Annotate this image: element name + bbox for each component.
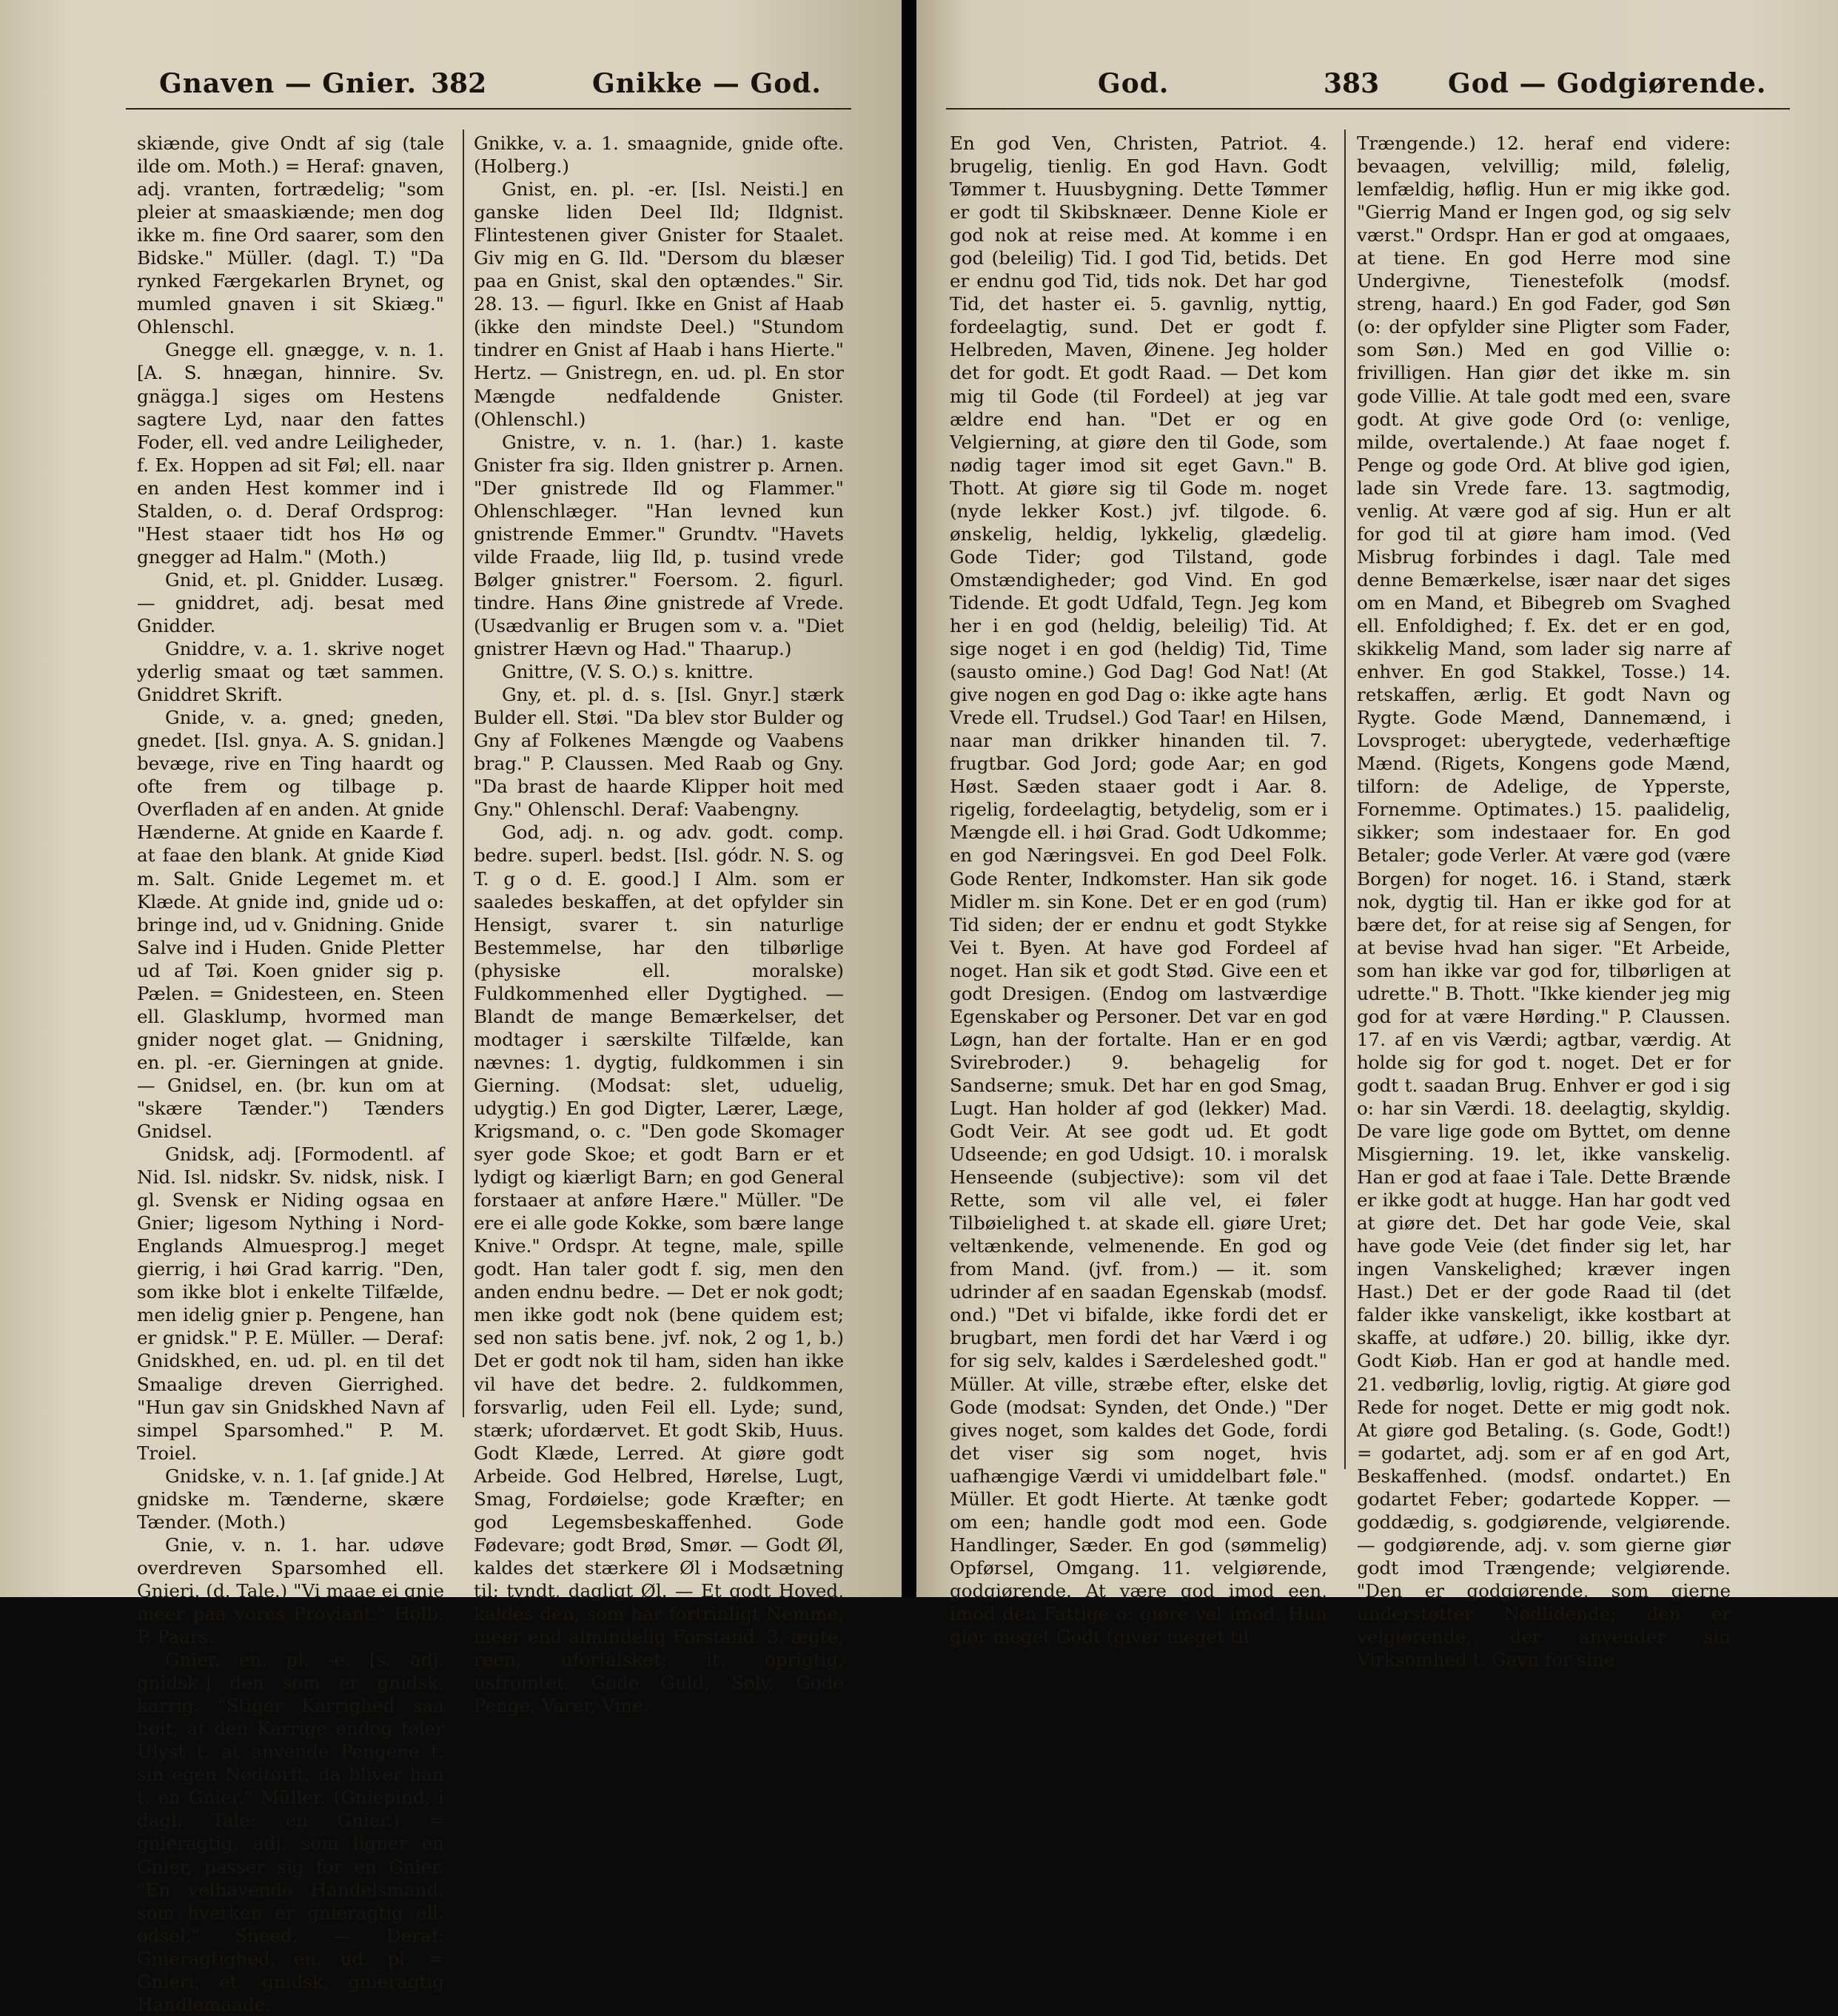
running-head-left: Gnaven — Gnier. bbox=[159, 68, 417, 99]
running-head-right: God — Godgiørende. bbox=[1448, 68, 1767, 99]
entry-paragraph: Gnide, v. a. gned; gneden, gnedet. [Isl. gnya. A. S. gnidan.] bevæge, rive en Ting haardt og ofte frem og tilbage p. Overfladen af en anden. At gnide Hænderne. At gnide en Kaarde f. at faae den blank. At gnide Kiød m. Salt. Gnide Legemet m. et Klæde. At gnide ind, gnide ud o: bringe ind, ud v. Gnidning. Gnide Salve ind i Huden. Gnide Pletter ud af Tøi. Koen gnider sig p. Pælen. = Gnidesteen, en. Steen ell. Glasklump, hvormed man gnider noget glat. — Gnidning, en. pl. -er. Gierningen at gnide. — Gnidsel, en. (br. kun om at "skære Tænder.") Tænders Gnidsel. bbox=[137, 707, 444, 1143]
entry-paragraph: Gnegge ell. gnægge, v. n. 1. [A. S. hnægan, hinnire. Sv. gnägga.] siges om Hestens sagtere Lyd, naar den fattes Foder, ell. ved andre Leiligheder, f. Ex. Hoppen ad sit Føl; ell. naar en anden Hest kommer ind i Stalden, o. d. Deraf Ordsprog: "Hest staaer tidt hos Hø og gnegger ad Halm." (Moth.) bbox=[137, 339, 444, 568]
text-column-1 bbox=[950, 132, 1327, 1648]
page-number: 382 bbox=[431, 68, 487, 99]
header-rule bbox=[946, 108, 1790, 110]
entry-paragraph: Gnist, en. pl. -er. [Isl. Neisti.] en ganske liden Deel Ild; Ildgnist. Flintestenen giver Gnister for Staalet. Giv mig en G. Ild. "Dersom du blæser paa en Gnist, skal den optændes." Sir. 28. 13. — figurl. Ikke en Gnist af Haab (ikke den mindste Deel.) "Stundom tindrer en Gnist af Haab i hans Hierte." Hertz. — Gnistregn, en. ud. pl. En stor Mængde nedfaldende Gnister. (Ohlenschl.) bbox=[474, 178, 844, 430]
text-column-2 bbox=[1357, 132, 1731, 1671]
text-column-2 bbox=[474, 132, 844, 1717]
entry-paragraph: God, adj. n. og adv. godt. comp. bedre. superl. bedst. [Isl. gódr. N. S. og T. g o d. E. good.] I Alm. som er saaledes beskaffen, at det opfylder sin Hensigt, svarer t. sin naturlige Bestemmelse, har den tilbørlige (physiske ell. moralske) Fuldkommenhed eller Dygtighed. — Blandt de mange Bemærkelser, det modtager i særskilte Tilfælde, kan nævnes: 1. dygtig, fuldkommen i sin Gierning. (Modsat: slet, uduelig, udygtig.) En god Digter, Lærer, Læge, Krigsmand, o. c. "Den gode Skomager syer gode Skoe; et godt Barn er et lydigt og kiærligt Barn; en god General forstaaer at anføre Hære." Müller. "De ere ei alle gode Kokke, som bære lange Knive." Ordspr. At tegne, male, spille godt. Han taler godt f. sig, men den anden endnu bedre. — Det er nok godt; men ikke godt nok (bene quidem est; sed non satis bene. jvf. nok, 2 og 1, b.) Det er godt nok til ham, siden han ikke vil have det bedre. 2. fuldkommen, forsvarlig, uden Feil ell. Lyde; sund, stærk; ufordærvet. Et godt Skib, Huus. Godt Klæde, Lerred. At giøre godt Arbeide. God Helbred, Hørelse, Lugt, Smag, Fordøielse; gode Kræfter; en god Legemsbeskaffenhed. Gode Fødevare; godt Brød, Smør. — Godt Øl, kaldes det stærkere Øl i Modsætning til: tyndt, dagligt Øl. — Et godt Hoved, kaldes den, som har fortrinligt Nemme, meer end almindelig Forstand. 3. ægte, reen, uforfalsket; it. oprigtig, usfromtet. Gode Guld, Sølv, Gode Penge, Varer, Vine. bbox=[474, 821, 844, 1717]
left-page bbox=[0, 0, 902, 2015]
page-number: 383 bbox=[1324, 68, 1380, 99]
entry-paragraph: Gnikke, v. a. 1. smaagnide, gnide ofte. (Holberg.) bbox=[474, 132, 844, 178]
entry-paragraph: Gnistre, v. n. 1. (har.) 1. kaste Gnister fra sig. Ilden gnistrer p. Arnen. "Der gnistrede Ild og Flammer." Ohlenschlæger. "Han levned kun gnistrende Emmer." Grundtv. "Havets vilde Fraade, liig Ild, p. tusind vrede Bølger gnistrer." Foersom. 2. figurl. tindre. Hans Øine gnistrede af Vrede. (Usædvanlig er Brugen som v. a. "Diet gnistrer Hævn og Had." Thaarup.) bbox=[474, 431, 844, 660]
text-column-1 bbox=[137, 132, 444, 2016]
column-divider bbox=[463, 130, 464, 1417]
entry-paragraph: skiænde, give Ondt af sig (tale ilde om. Moth.) = Heraf: gnaven, adj. vranten, fortrædelig; "som pleier at smaaskiænde; men dog ikke m. fine Ord saarer, som den Bidske." Müller. (dagl. T.) "Da rynked Færgekarlen Brynet, og mumled gnaven i sit Skiæg." Ohlenschl. bbox=[137, 132, 444, 338]
entry-paragraph: Gniddre, v. a. 1. skrive noget yderlig smaat og tæt sammen. Gniddret Skrift. bbox=[137, 638, 444, 706]
entry-paragraph: Gnier, en. pl. -e. [s. adj. gnidsk.] den som er gnidsk, karrig. "Stiger Karrighed saa høit, at den Karrige endog føler Ulyst t. at anvende Pengene t. sin egen Nødtørft, da bliver han t. en Gnier." Müller. (Gniepind, i dagl. Tale: en Gnier.) = gnieragtig, adj. som ligner en Gnier, passer sig for en Gnier. "En velhavende Handelsmand, som hverken er gnieragtig ell. ødsel." Sneed. — Deraf: Gnieragtighed, en. ud. pl. = Gnieri, et. gnidsk, gnieragtig Handlemaade. bbox=[137, 1649, 444, 2015]
right-page bbox=[916, 0, 1838, 1671]
entry-paragraph: Trængende.) 12. heraf end videre: bevaagen, velvillig; mild, følelig, lemfældig, høflig. Hun er mig ikke god. "Gierrig Mand er Ingen god, og sig selv værst." Ordspr. Han er god at omgaaes, at tiene. En god Herre mod sine Undergivne, Tienestefolk (modsf. streng, haard.) En god Fader, god Søn (o: der opfylder sine Pligter som Fader, som Søn.) Med en god Villie o: frivilligen. Han giør det ikke m. sin gode Villie. At tale godt med een, svare godt. At give gode Ord (o: venlige, milde, overtalende.) At faae noget f. Penge og gode Ord. At blive god igien, lade sin Vrede fare. 13. sagtmodig, venlig. At være god af sig. Hun er alt for god til at giøre ham imod. (Ved Misbrug forbindes i dagl. Tale med denne Bemærkelse, især naar det siges om en Mand, et Bibegreb om Svaghed ell. Enfoldighed; f. Ex. det er en god, skikkelig Mand, som lader sig narre af enhver. En god Stakkel, Tosse.) 14. retskaffen, ærlig. Et godt Navn og Rygte. Gode Mænd, Dannemænd, i Lovsproget: uberygtede, vederhæftige Mænd. (Rigets, Kongens gode Mænd, tilforn: de Adelige, de Ypperste, Fornemme. Optimates.) 15. paalidelig, sikker; som indestaaer for. En god Betaler; gode Verler. At være god (være Borgen) for noget. 16. i Stand, stærk nok, dygtig til. Han er ikke god for at bære det, for at reise sig af Sengen, for at bevise hvad han siger. "Et Arbeide, som han ikke var god for, tilbørligen at udrette." B. Thott. "Ikke kiender jeg mig god for at være Hørding." P. Claussen. 17. af en vis Værdi; agtbar, værdig. At holde sig for god t. noget. Det er for godt t. saadan Brug. Enhver er god i sig o: har sin Værdi. 18. deelagtig, skyldig. De vare lige gode om Byttet, om denne Misgierning. 19. let, ikke vanskelig. Han er god at faae i Tale. Dette Brænde er ikke godt at hugge. Han har godt ved at giøre det. Det har gode Veie, skal have gode Veie (det finder sig let, har ingen Vanskelighed; kræver ingen Hast.) Det er der gode Raad til (det falder ikke vanskeligt, ikke kostbart at skaffe, at udføre.) 20. billig, ikke dyr. Godt Kiøb. Han er god at handle med. 21. vedbørlig, lovlig, rigtig. At giøre god Rede for noget. Dette er mig godt nok. At giøre god Betaling. (s. Gode, Godt!) = godartet, adj. som er af en god Art, Beskaffenhed. (modsf. ondartet.) En godartet Feber; godartede Kopper. — goddædig, s. godgiørende, velgiørende. — godgiørende, adj. v. som gierne giør godt imod Trængende; velgiørende. "Den er godgiørende, som gierne understøtter Nødlidende; den er velgiørende, der anvender sin Virksomhed t. Gavn for sine bbox=[1357, 132, 1731, 1671]
running-head-right: Gnikke — God. bbox=[592, 68, 822, 99]
entry-paragraph: Gnie, v. n. 1. har. udøve overdreven Sparsomhed ell. Gnieri. (d. Tale.) "Vi maae ei gnie meer paa vores Proviant." Holb. P. Paars. bbox=[137, 1533, 444, 1648]
entry-paragraph: Gnidske, v. n. 1. [af gnide.] At gnidske m. Tænderne, skære Tænder. (Moth.) bbox=[137, 1465, 444, 1533]
running-head-left: God. bbox=[1098, 68, 1170, 99]
entry-paragraph: Gny, et. pl. d. s. [Isl. Gnyr.] stærk Bulder ell. Støi. "Da blev stor Bulder og Gny af Folkenes Mængde og Vaabens brag." P. Claussen. Med Raab og Gny. "Da brast de haarde Klipper hoit med Gny." Ohlenschl. Deraf: Vaabengny. bbox=[474, 684, 844, 821]
entry-paragraph: Gnid, et. pl. Gnidder. Lusæg. — gniddret, adj. besat med Gnidder. bbox=[137, 568, 444, 636]
book-gutter bbox=[902, 0, 916, 1597]
header-rule bbox=[126, 108, 851, 110]
entry-paragraph: En god Ven, Christen, Patriot. 4. brugelig, tienlig. En god Havn. Godt Tømmer t. Huusbygning. Dette Tømmer er godt til Skibsknæer. Denne Kiole er god nok at reise med. At komme i en god (beleilig) Tid. I god Tid, betids. Det er endnu god Tid, tids nok. Det har god Tid, det haster ei. 5. gavnlig, nyttig, fordeelagtig, sund. Det er godt f. Helbreden, Maven, Øinene. Jeg holder det for godt. Et godt Raad. — Det kom mig til Gode (til Fordeel) at jeg var ældre end han. "Det er og en Velgierning, at giøre den til Gode, som nødig tager imod sit eget Gavn." B. Thott. At giøre sig til Gode m. noget (nyde lekker Kost.) jvf. tilgode. 6. ønskelig, heldig, lykkelig, glædelig. Gode Tider; god Tilstand, gode Omstændigheder; god Vind. En god Tidende. Et godt Udfald, Tegn. Jeg kom her i en god (heldig, beleilig) Tid. At sige noget i en god (heldig) Tid, Time (sausto omine.) God Dag! God Nat! (At give nogen en god Dag o: ikke agte hans Vrede ell. Trudsel.) God Taar! en Hilsen, naar man drikker hinanden til. 7. frugtbar. God Jord; gode Aar; en god Høst. Sæden staaer godt i Aar. 8. rigelig, fordeelagtig, betydelig, som er i Mængde ell. i høi Grad. Godt Udkomme; en god Næringsvei. En god Deel Folk. Gode Renter, Indkomster. Han sik gode Midler m. sin Kone. Det er en god (rum) Tid siden; der er endnu et godt Stykke Vei t. Byen. At have god Fordeel af noget. Han sik et godt Stød. Give een et godt Dresigen. (Endog om lastværdige Egenskaber og Personer. Det var en god Løgn, han der fortalte. Han er en god Svirebroder.) 9. behagelig for Sandserne; smuk. Det har en god Smag, Lugt. Han holder af god (lekker) Mad. Godt Veir. At see godt ud. Et godt Udseende; en god Udsigt. 10. i moralsk Henseende (subjective): som vil det Rette, som vil alle vel, ei føler Tilbøielighed t. at skade ell. giøre Uret; veltænkende, velmenende. En god og from Mand. (jvf. from.) — it. som udrinder af en saadan Egenskab (modsf. ond.) "Det vi bifalde, ikke fordi det er brugbart, men fordi det har Værd i og for sig selv, kaldes i Særdeleshed godt." Müller. At ville, stræbe efter, elske det Gode (modsat: Synden, det Onde.) "Der gives noget, som kaldes det Gode, fordi det viser sig som noget, hvis uafhængige Værdi vi umiddelbart føle." Müller. Et godt Hierte. At tænke godt om een; handle godt mod een. Gode Handlinger, Sæder. En god (sømmelig) Opførsel, Omgang. 11. velgiørende, godgiørende. At være god imod een, imod den Fattige o: giøre vel imod. Hun giør meget Godt (giver meget til bbox=[950, 132, 1327, 1648]
entry-paragraph: Gnidsk, adj. [Formodentl. af Nid. Isl. nidskr. Sv. nidsk, nisk. I gl. Svensk er Niding ogsaa en Gnier; ligesom Nything i Nord-Englands Almuesprog.] meget gierrig, i høi Grad karrig. "Den, som ikke blot i enkelte Tilfælde, men idelig gnier p. Pengene, han er gnidsk." P. E. Müller. — Deraf: Gnidskhed, en. ud. pl. en til det Smaalige dreven Gierrighed. "Hun gav sin Gnidskhed Navn af simpel Sparsomhed." P. M. Troiel. bbox=[137, 1143, 444, 1464]
entry-paragraph: Gnittre, (V. S. O.) s. knittre. bbox=[502, 661, 754, 683]
column-divider bbox=[1344, 130, 1346, 1469]
